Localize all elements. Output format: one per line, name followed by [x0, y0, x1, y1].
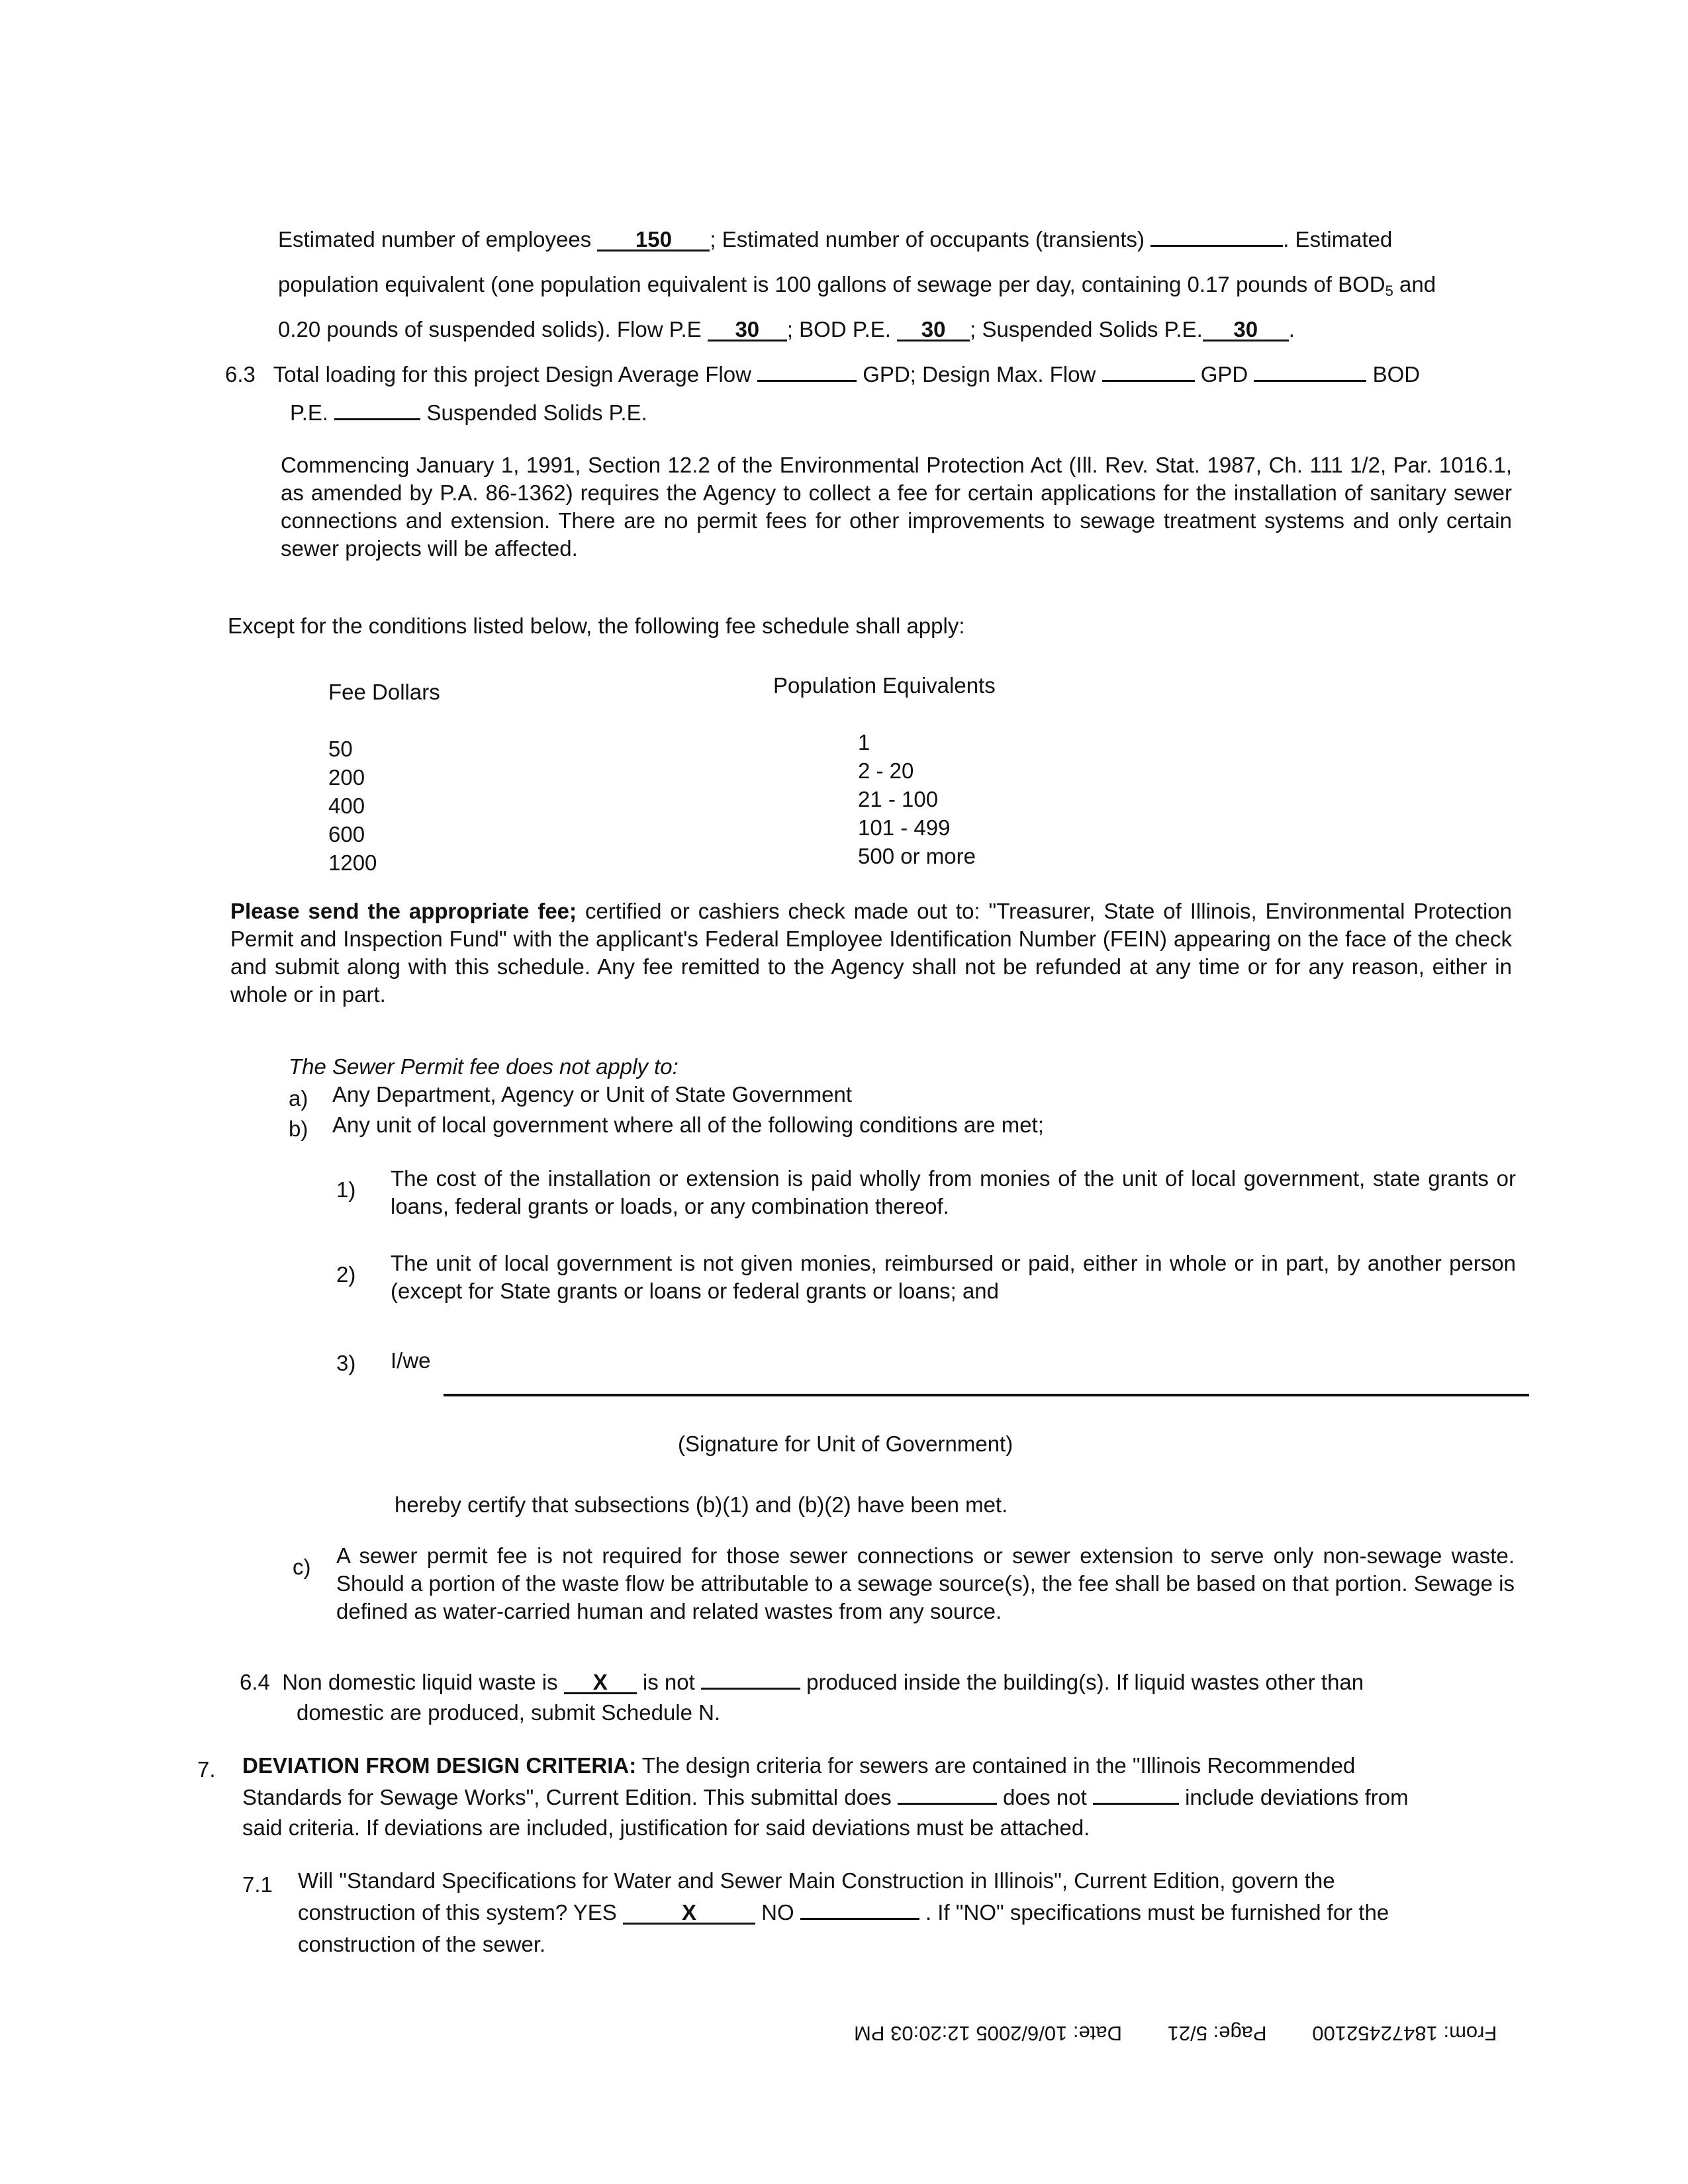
exemption-c-label: c): [293, 1555, 311, 1579]
design-max-flow-value: [1102, 360, 1195, 382]
section-7-1-number: 7.1: [242, 1872, 273, 1897]
fee-dollars-cell: 200: [328, 765, 365, 790]
employees-value: 150: [597, 230, 710, 251]
exemption-b-label: b): [289, 1116, 308, 1141]
section-7-1-line1: Will "Standard Specifications for Water and Sewer Main Construction in Illinois", Current Edition, govern the: [298, 1868, 1335, 1893]
fee-dollars-cell: 400: [328, 794, 365, 818]
section-7-1-line3: construction of the sewer.: [298, 1932, 546, 1956]
section-7-number: 7.: [197, 1757, 216, 1782]
suspended-solids-value: [334, 398, 420, 420]
deviation-does-mark: [898, 1783, 997, 1805]
section-7-line3: said criteria. If deviations are included, justification for said deviations must be attached.: [242, 1815, 1090, 1840]
population-equivalent-line: population equivalent (one population equivalent is 100 gallons of sewage per day, containing 0.17 pounds of $BOD_5$ and: [278, 272, 1436, 299]
liquid-waste-is-mark: X: [564, 1672, 637, 1694]
section-6-3-line1: 6.3 Total loading for this project Design Average Flow GPD; Design Max. Flow GPD BOD: [225, 360, 1420, 389]
ss-pe-value: 30: [1203, 320, 1289, 341]
specs-no-mark: [800, 1898, 919, 1920]
specs-yes-mark: X: [623, 1903, 755, 1925]
condition-2-text: The unit of local government is not given monies, reimbursed or paid, either in whole or in part, by another person (except for State grants or loans or federal grants or loans; and: [391, 1251, 1516, 1303]
commencing-paragraph: Commencing January 1, 1991, Section 12.2 of the Environmental Protection Act (Ill. Rev. Stat. 1987, Ch. 111 1/2, Par. 1016.1, as amended by P.A. 86-1362) requires the Agency to collect a fee for certain applications for the installation of sanitary sewer connections and extension. There are no permit fees for other improvements to sewage treatment systems and only certain sewer projects will be affected.: [281, 453, 1512, 561]
bod-pe-value: 30: [897, 320, 970, 341]
except-line: Except for the conditions listed below, the following fee schedule shall apply:: [228, 614, 965, 638]
fee-dollars-cell: 50: [328, 737, 353, 761]
exemption-a-label: a): [289, 1086, 308, 1111]
section-7-line2: Standards for Sewage Works", Current Edition. This submittal does does not include deviations from: [242, 1783, 1409, 1812]
exemptions-heading: The Sewer Permit fee does not apply to:: [289, 1054, 679, 1079]
fax-header-inverted: From: 18472452100 Page: 5/21 Date: 10/6/2005 12:20:03 PM: [854, 2022, 1497, 2045]
exemption-c-text: A sewer permit fee is not required for those sewer connections or sewer extension to serve only non-sewage waste. Should a portion of the waste flow be attributable to a sewage source(s), the fee shall be based on that portion. Sewage is defined as water-carried human and related wastes from any source.: [336, 1543, 1515, 1623]
section-6-4-line1: 6.4 Non domestic liquid waste is X is not produced inside the building(s). If liquid wastes other than: [240, 1668, 1364, 1697]
fee-header: Fee Dollars: [328, 680, 440, 704]
population-equivalents-cell: 500 or more: [858, 844, 976, 868]
bod-value: [1254, 360, 1366, 382]
population-equivalents-cell: 1: [858, 730, 870, 754]
signature-line[interactable]: [444, 1394, 1529, 1396]
employees-line: Estimated number of employees 150 ; Estimated number of occupants (transients) . Estimated: [278, 225, 1392, 254]
signature-caption: (Signature for Unit of Government): [678, 1432, 1013, 1456]
section-7-1-line2: construction of this system? YES X NO . If "NO" specifications must be furnished for the: [298, 1898, 1389, 1927]
condition-1-label: 1): [336, 1177, 356, 1202]
liquid-waste-not-mark: [701, 1668, 800, 1690]
population-equivalents-cell: 101 - 499: [858, 815, 951, 840]
condition-2-label: 2): [336, 1262, 356, 1287]
population-equivalents-cell: 2 - 20: [858, 758, 914, 783]
send-fee-paragraph: Please send the appropriate fee; certified or cashiers check made out to: "Treasurer, State of Illinois, Environmental Protection Permit and Inspection Fund" with the applicant's Federal Employee Identification Number (FEIN) appearing on the face of the check and submit along with this schedule. Any fee remitted to the Agency shall not be refunded at any time or for any reason, either in whole or in part.: [230, 899, 1512, 1007]
section-6-3-line2: P.E. Suspended Solids P.E.: [290, 398, 647, 428]
condition-3-label: 3): [336, 1351, 356, 1375]
pe-header: Population Equivalents: [773, 673, 996, 698]
deviation-does-not-mark: [1093, 1783, 1179, 1805]
pe-values-line: 0.20 pounds of suspended solids). Flow P.E 30 ; BOD P.E. 30 ; Suspended Solids P.E. 30 .: [278, 317, 1295, 341]
population-equivalents-cell: 21 - 100: [858, 787, 939, 811]
section-7-line1: DEVIATION FROM DESIGN CRITERIA: The design criteria for sewers are contained in the "Illinois Recommended: [242, 1753, 1356, 1778]
condition-3-text: I/we: [391, 1348, 431, 1373]
design-avg-flow-value: [757, 360, 857, 382]
exemption-b-text: Any unit of local government where all of the following conditions are met;: [332, 1113, 1044, 1137]
section-6-4-line2: domestic are produced, submit Schedule N.: [297, 1700, 721, 1725]
occupants-value: [1150, 225, 1283, 247]
fee-dollars-cell: 600: [328, 822, 365, 846]
condition-1-text: The cost of the installation or extension is paid wholly from monies of the unit of local government, state grants or loans, federal grants or loads, or any combination thereof.: [391, 1166, 1516, 1218]
flow-pe-value: 30: [708, 320, 787, 341]
exemption-a-text: Any Department, Agency or Unit of State Government: [332, 1082, 853, 1107]
fee-dollars-cell: 1200: [328, 850, 377, 875]
certify-line: hereby certify that subsections (b)(1) and (b)(2) have been met.: [395, 1492, 1008, 1517]
